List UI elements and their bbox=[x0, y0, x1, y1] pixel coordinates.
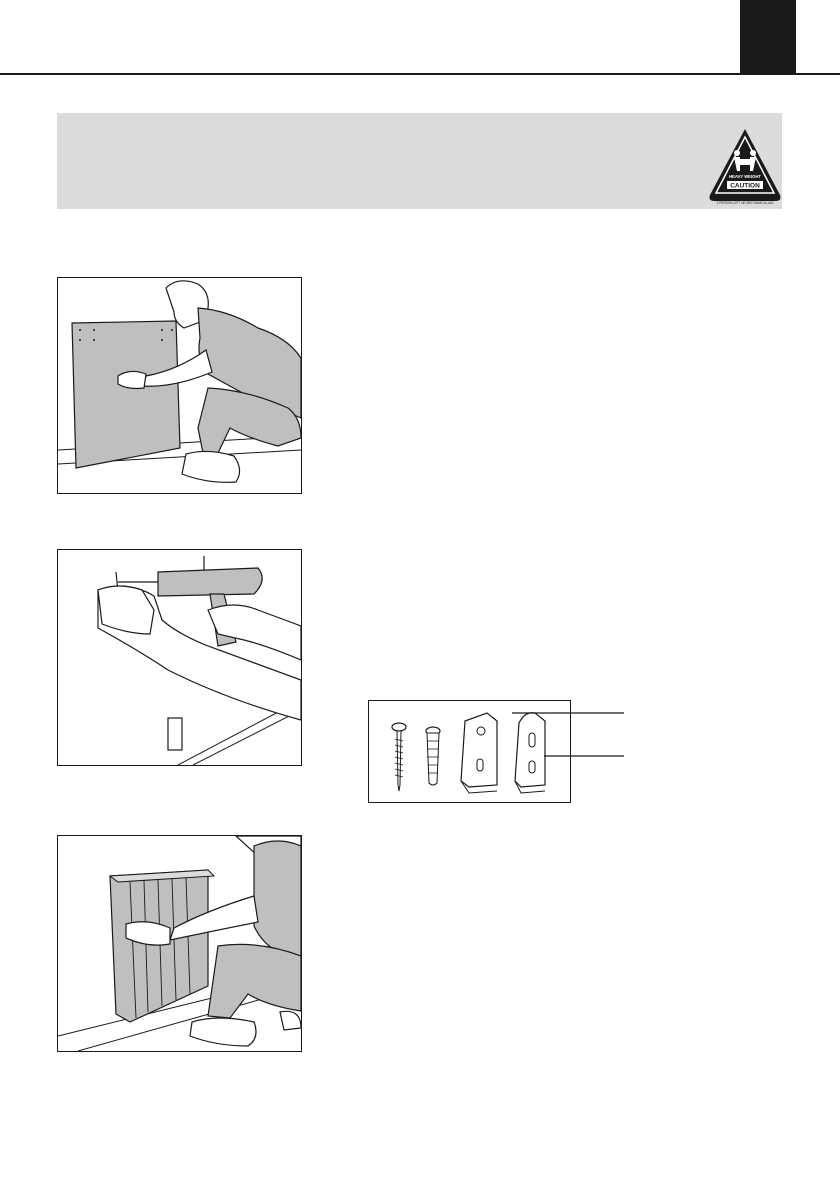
shoe bbox=[280, 1011, 301, 1030]
shoe bbox=[190, 1018, 256, 1046]
heater-icon bbox=[110, 870, 214, 1022]
caution-sign-line3: 2 PERSON LIFT OR MECHANICAL AID bbox=[716, 201, 774, 205]
step-3-figure bbox=[57, 835, 302, 1052]
worker-shirt bbox=[254, 841, 301, 956]
caution-sign-line2: CAUTION bbox=[730, 182, 760, 190]
caution-sign-line1: HEAVY WEIGHT bbox=[729, 174, 761, 179]
worker-trousers bbox=[208, 944, 301, 1018]
